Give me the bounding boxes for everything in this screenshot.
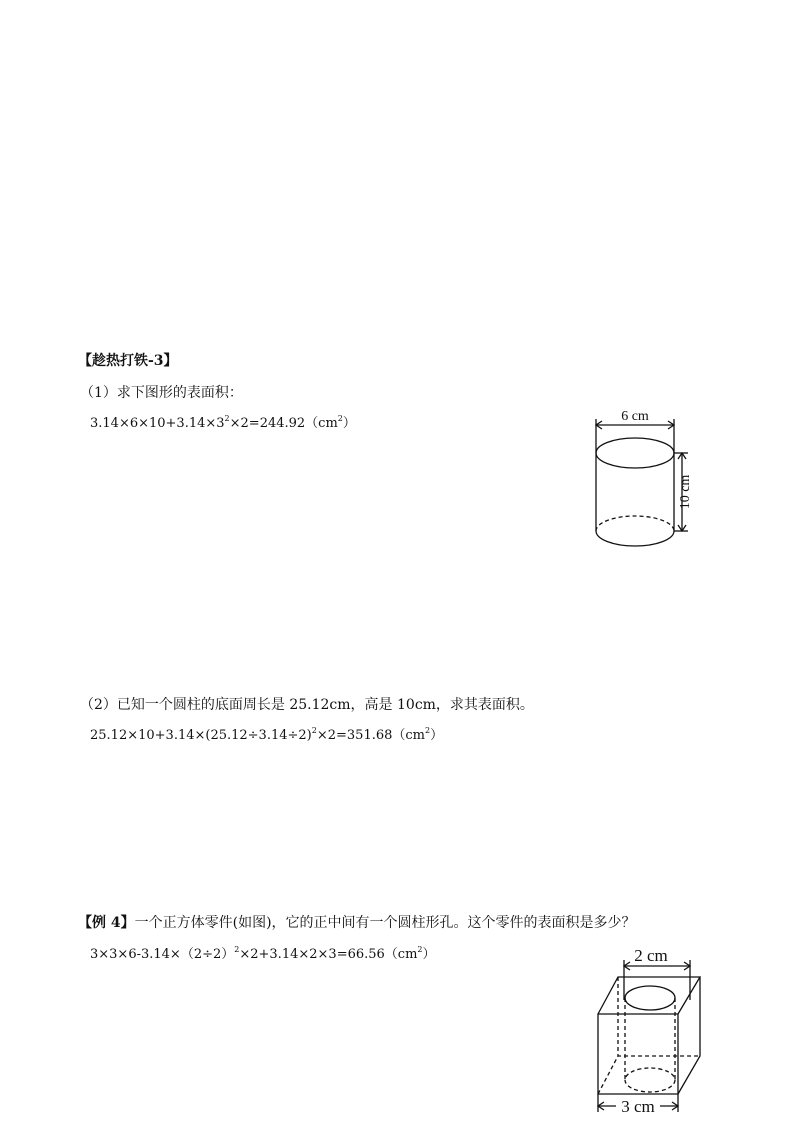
- cylinder-top-ellipse: [596, 438, 674, 468]
- cylinder-figure: [585, 405, 705, 555]
- answer-part: ×2=244.92（cm: [229, 416, 338, 431]
- question-1-answer: [90, 415, 356, 433]
- cube-hidden-edges: [598, 1056, 700, 1094]
- edge-label: 3 cm: [621, 1097, 655, 1116]
- hole-bottom-ellipse: [625, 1068, 675, 1092]
- example-question-text: 一个正方体零件(如图)，它的正中间有一个圆柱形孔。这个零件的表面积是多少？: [134, 915, 636, 931]
- answer-part: ）: [422, 947, 436, 962]
- question-2-text: （2）已知一个圆柱的底面周长是 25.12cm，高是 10cm，求其表面积。: [80, 697, 534, 713]
- height-label: 10 cm: [678, 474, 693, 510]
- cube-top-face: [598, 977, 700, 1014]
- example-4-answer: [90, 946, 436, 964]
- hole-label: 2 cm: [634, 946, 668, 965]
- hole-top-ellipse: [625, 986, 675, 1010]
- unit-exponent: 2: [337, 414, 343, 423]
- cube-with-hole-figure: [590, 940, 710, 1118]
- exponent: 2: [311, 726, 317, 735]
- cylinder-bottom-front: [596, 531, 674, 546]
- answer-part: ）: [430, 728, 444, 743]
- unit-exponent: 2: [425, 726, 431, 735]
- example-label: 【例 4】: [78, 915, 135, 931]
- exponent: 2: [234, 945, 240, 954]
- answer-part: 3×3×6-3.14×（2÷2）: [90, 947, 235, 962]
- answer-part: ×2=351.68（cm: [316, 728, 425, 743]
- section-heading: 【趁热打铁-3】: [78, 353, 178, 369]
- exponent: 2: [224, 414, 230, 423]
- unit-exponent: 2: [417, 945, 423, 954]
- cube-front-face: [598, 1014, 678, 1094]
- question-1-text: （1）求下图形的表面积：: [80, 385, 243, 401]
- answer-part: ）: [342, 416, 356, 431]
- diameter-label: 6 cm: [621, 409, 649, 424]
- question-2-answer: [90, 727, 443, 745]
- answer-part: ×2+3.14×2×3=66.56（cm: [239, 947, 418, 962]
- answer-part: 25.12×10+3.14×(25.12÷3.14÷2): [90, 728, 312, 743]
- cylinder-bottom-back: [596, 516, 674, 531]
- answer-part: 3.14×6×10+3.14×3: [90, 416, 225, 431]
- example-4-question: [78, 914, 636, 932]
